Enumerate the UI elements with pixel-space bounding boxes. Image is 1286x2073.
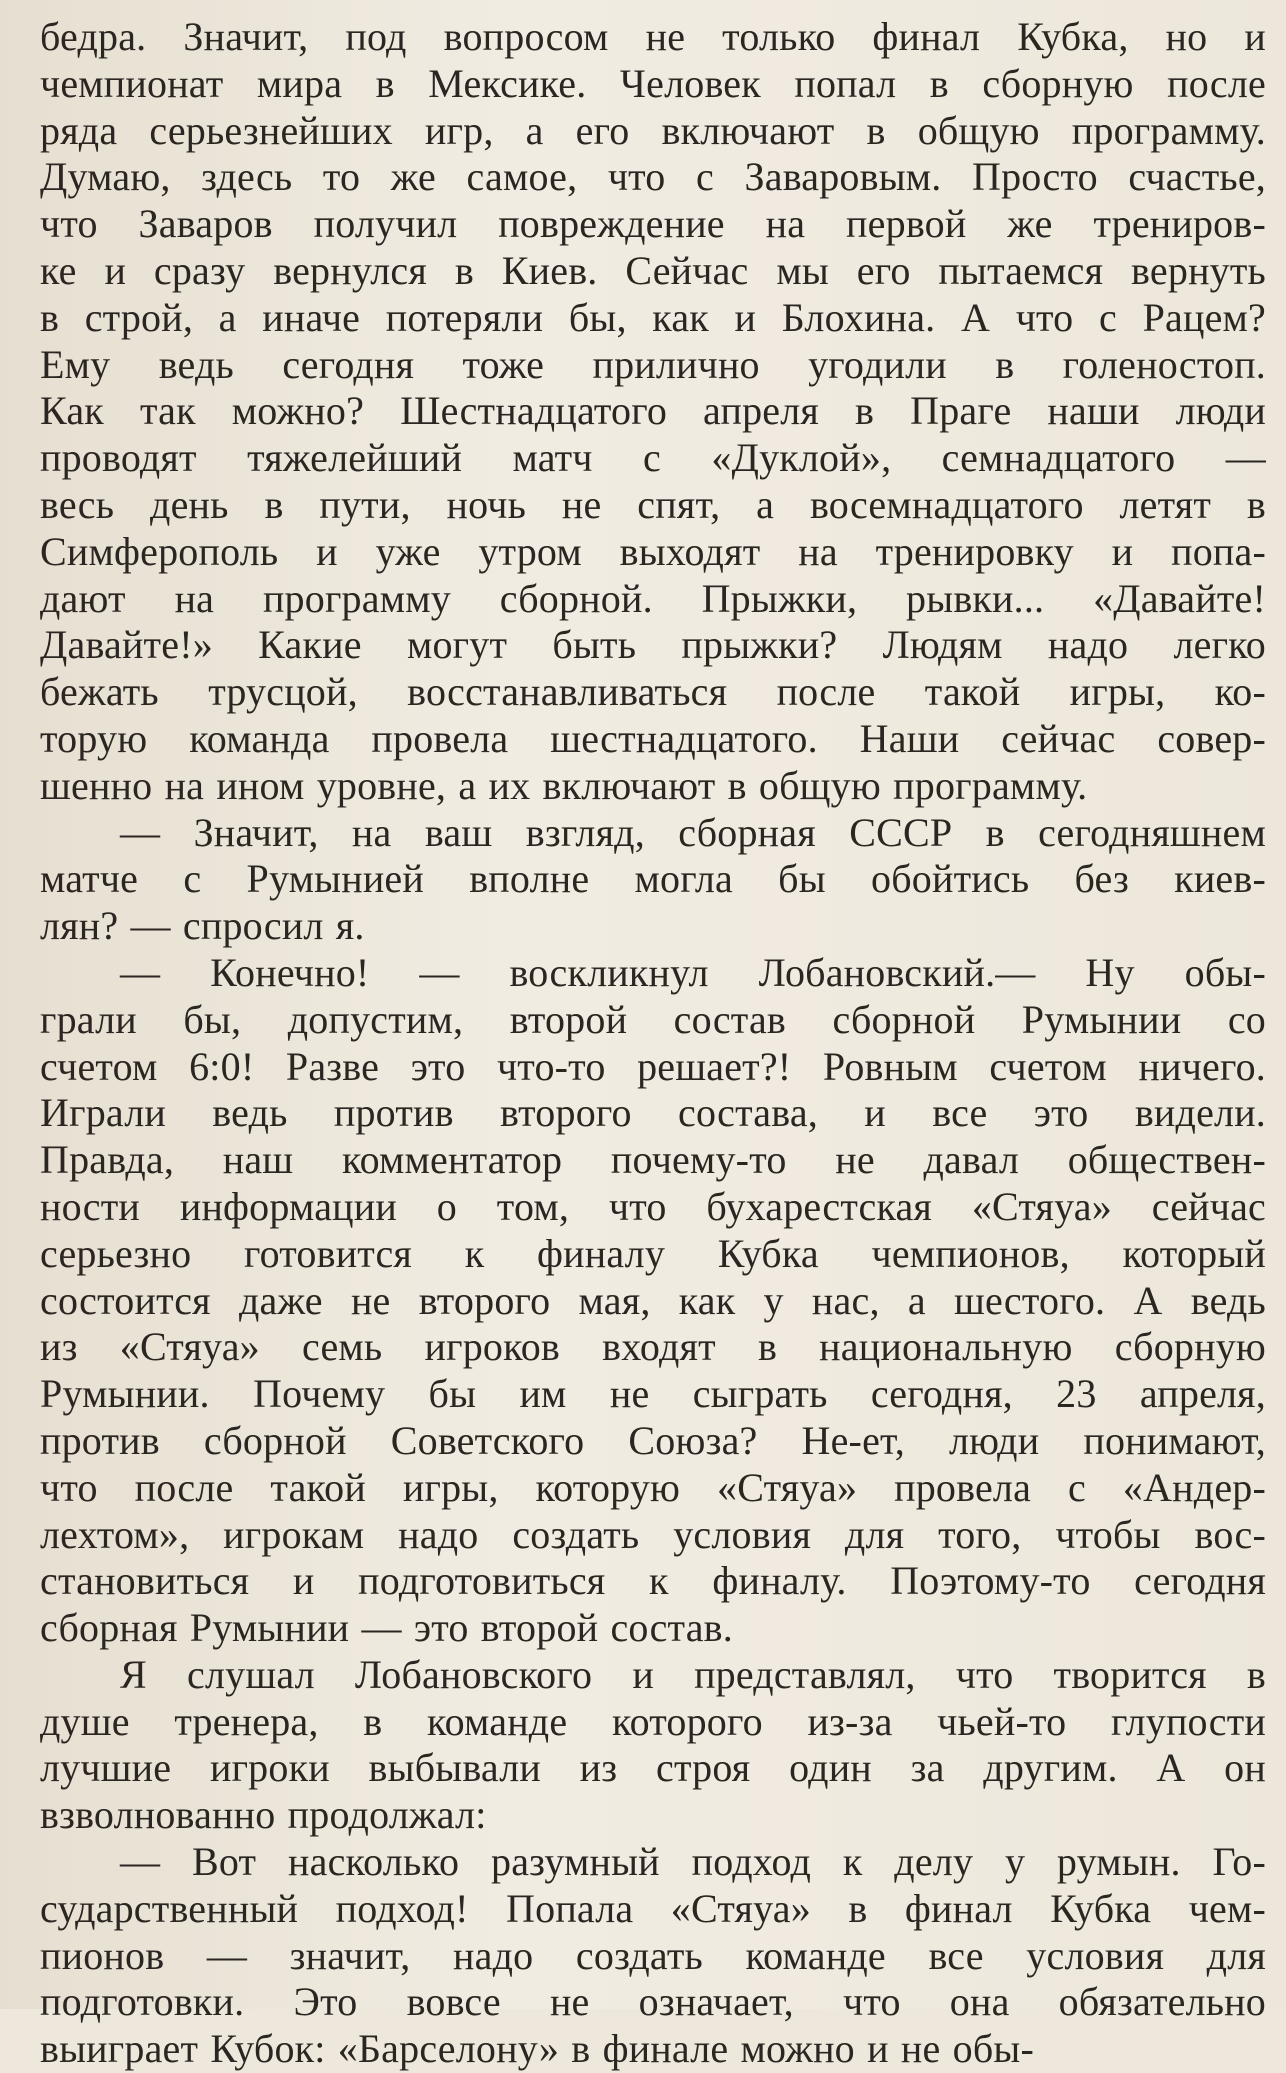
text-line: выиграет Кубок: «Барселону» в финале можно и не обы- bbox=[40, 2026, 1034, 2072]
text-line: бедра. Значит, под вопросом не только финал Кубка, но и bbox=[40, 14, 1266, 59]
text-line: становиться и подготовиться к финалу. Поэтому-то сегодня bbox=[40, 1558, 1266, 1604]
text-line: против сборной Советского Союза? Не-ет, люди понимают, bbox=[40, 1417, 1266, 1463]
text-line: проводят тяжелейший матч с «Дуклой», семнадцатого — bbox=[40, 435, 1266, 481]
paragraph-5 bbox=[40, 1839, 1266, 2073]
text-line: Румынии. Почему бы им не сыграть сегодня, 23 апреля, bbox=[40, 1371, 1266, 1417]
text-line: лехтом», игрокам надо создать условия для того, чтобы вос- bbox=[40, 1511, 1266, 1557]
text-line: ности информации о том, что бухарестская «Стяуа» сейчас bbox=[40, 1183, 1266, 1229]
paragraph-4 bbox=[40, 1652, 1266, 1839]
paragraph-1 bbox=[40, 14, 1266, 810]
text-line: лян? — спросил я. bbox=[40, 903, 365, 949]
text-line: Как так можно? Шестнадцатого апреля в Праге наши люди bbox=[40, 388, 1266, 434]
text-line: Думаю, здесь то же самое, что с Заваровым. Просто счастье, bbox=[40, 154, 1266, 200]
text-line: шенно на ином уровне, а их включают в общую программу. bbox=[40, 762, 1088, 808]
paragraph-2 bbox=[40, 810, 1266, 950]
text-line: Я слушал Лобановского и представлял, что творится в bbox=[120, 1651, 1266, 1697]
text-line: из «Стяуа» семь игроков входят в национальную сборную bbox=[40, 1324, 1266, 1370]
text-line: — Конечно! — воскликнул Лобановский.— Ну обы- bbox=[120, 949, 1266, 995]
text-line: весь день в пути, ночь не спят, а восемнадцатого летят в bbox=[40, 481, 1266, 527]
text-line: чемпионат мира в Мексике. Человек попал в сборную после bbox=[40, 60, 1266, 106]
text-line: дают на программу сборной. Прыжки, рывки... «Давайте! bbox=[40, 575, 1266, 621]
text-line: сударственный подход! Попала «Стяуа» в финал Кубка чем- bbox=[40, 1885, 1266, 1931]
text-line: сборная Румынии — это второй состав. bbox=[40, 1605, 733, 1651]
text-line: Играли ведь против второго состава, и все это видели. bbox=[40, 1090, 1266, 1136]
text-line: счетом 6:0! Разве это что-то решает?! Ровным счетом ничего. bbox=[40, 1043, 1266, 1089]
text-line: торую команда провела шестнадцатого. Наши сейчас совер- bbox=[40, 715, 1266, 761]
text-line: — Вот насколько разумный подход к делу у румын. Го- bbox=[120, 1839, 1266, 1885]
text-line: состоится даже не второго мая, как у нас, а шестого. А ведь bbox=[40, 1277, 1266, 1323]
text-line: Правда, наш комментатор почему-то не давал обществен- bbox=[40, 1137, 1266, 1183]
paragraph-3 bbox=[40, 950, 1266, 1652]
text-line: серьезно готовится к финалу Кубка чемпионов, который bbox=[40, 1230, 1266, 1276]
text-line: Ему ведь сегодня тоже прилично угодили в голеностоп. bbox=[40, 341, 1266, 387]
text-line: душе тренера, в команде которого из-за чьей-то глупости bbox=[40, 1698, 1266, 1744]
text-line: ке и сразу вернулся в Киев. Сейчас мы его пытаемся вернуть bbox=[40, 247, 1266, 293]
text-line: Давайте!» Какие могут быть прыжки? Людям надо легко bbox=[40, 622, 1266, 668]
text-line: ряда серьезнейших игр, а его включают в общую программу. bbox=[40, 107, 1266, 153]
text-line: в строй, а иначе потеряли бы, как и Блохина. А что с Рацем? bbox=[40, 294, 1266, 340]
text-line: пионов — значит, надо создать команде все условия для bbox=[40, 1932, 1266, 1978]
text-line: подготовки. Это вовсе не означает, что она обязательно bbox=[40, 1979, 1266, 2025]
text-line: — Значит, на ваш взгляд, сборная СССР в сегодняшнем bbox=[120, 809, 1266, 855]
text-line: взволнованно продолжал: bbox=[40, 1792, 487, 1838]
text-line: Симферополь и уже утром выходят на тренировку и попа- bbox=[40, 528, 1266, 574]
text-line: что после такой игры, которую «Стяуа» провела с «Андер- bbox=[40, 1464, 1266, 1510]
text-line: матче с Румынией вполне могла бы обойтись без киев- bbox=[40, 856, 1266, 902]
text-line: бежать трусцой, восстанавливаться после такой игры, ко- bbox=[40, 669, 1266, 715]
text-line: что Заваров получил повреждение на первой же трениров- bbox=[40, 201, 1266, 247]
text-line: лучшие игроки выбывали из строя один за другим. А он bbox=[40, 1745, 1266, 1791]
text-line: грали бы, допустим, второй состав сборной Румынии со bbox=[40, 996, 1266, 1042]
